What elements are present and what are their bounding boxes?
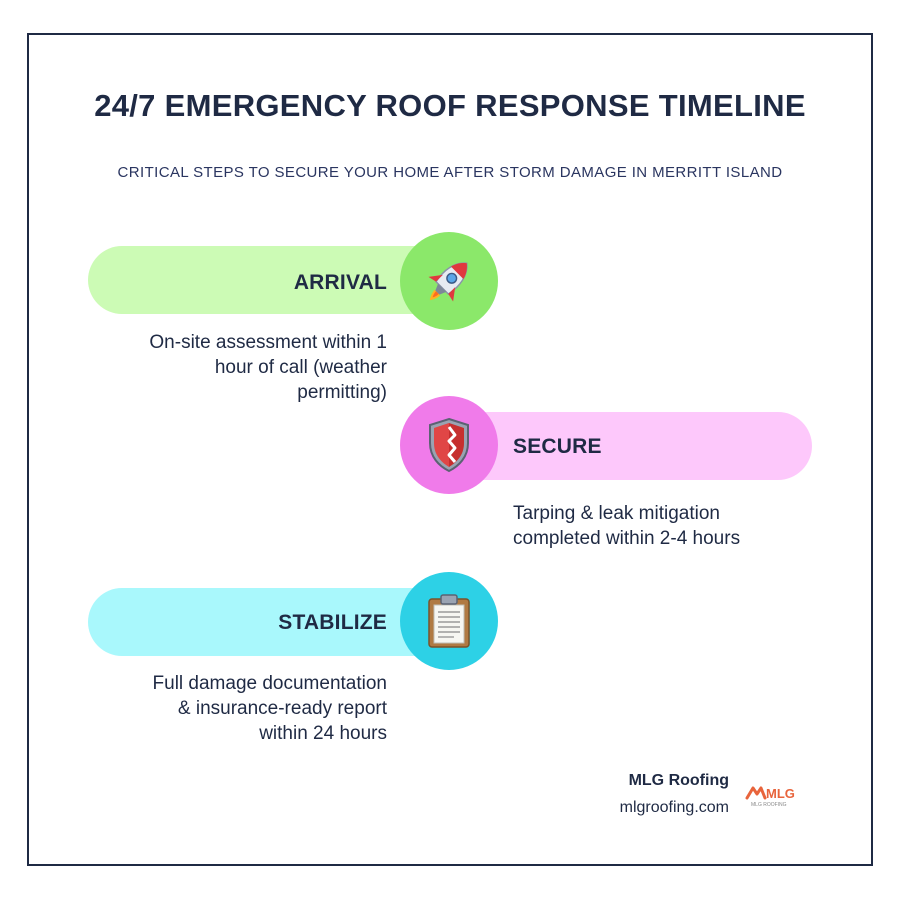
description-line: hour of call (weather: [214, 357, 387, 378]
mlg-logo: [745, 784, 805, 808]
brand-name: MLG Roofing: [628, 772, 729, 789]
page-subtitle: CRITICAL STEPS TO SECURE YOUR HOME AFTER STORM DAMAGE IN MERRITT ISLAND: [117, 164, 783, 181]
step-arrival-circle: [400, 232, 498, 330]
description-line: within 24 hours: [259, 723, 387, 744]
logo-text: MLG: [766, 786, 795, 801]
step-stabilize-description: [100, 671, 387, 746]
description-line: Tarping & leak mitigation: [513, 503, 720, 524]
step-secure-description: [513, 501, 813, 551]
logo-subtext: MLG ROOFING: [751, 802, 787, 808]
description-line: permitting): [297, 382, 387, 403]
step-secure-circle: [400, 396, 498, 494]
step-stabilize-label: STABILIZE: [278, 611, 387, 634]
step-arrival-description: [100, 330, 387, 405]
shield-icon: [426, 417, 472, 473]
description-line: Full damage documentation: [152, 673, 387, 694]
rocket-icon: [420, 252, 478, 310]
clipboard-icon: [427, 593, 471, 649]
brand-url-link[interactable]: mlgroofing.com: [619, 799, 729, 816]
step-arrival-label: ARRIVAL: [293, 271, 387, 294]
step-stabilize-circle: [400, 572, 498, 670]
description-line: On-site assessment within 1: [149, 332, 387, 353]
description-line: & insurance-ready report: [177, 698, 387, 719]
description-line: completed within 2-4 hours: [513, 528, 741, 549]
step-secure-label: SECURE: [513, 435, 602, 458]
page-title: 24/7 EMERGENCY ROOF RESPONSE TIMELINE: [94, 88, 806, 123]
